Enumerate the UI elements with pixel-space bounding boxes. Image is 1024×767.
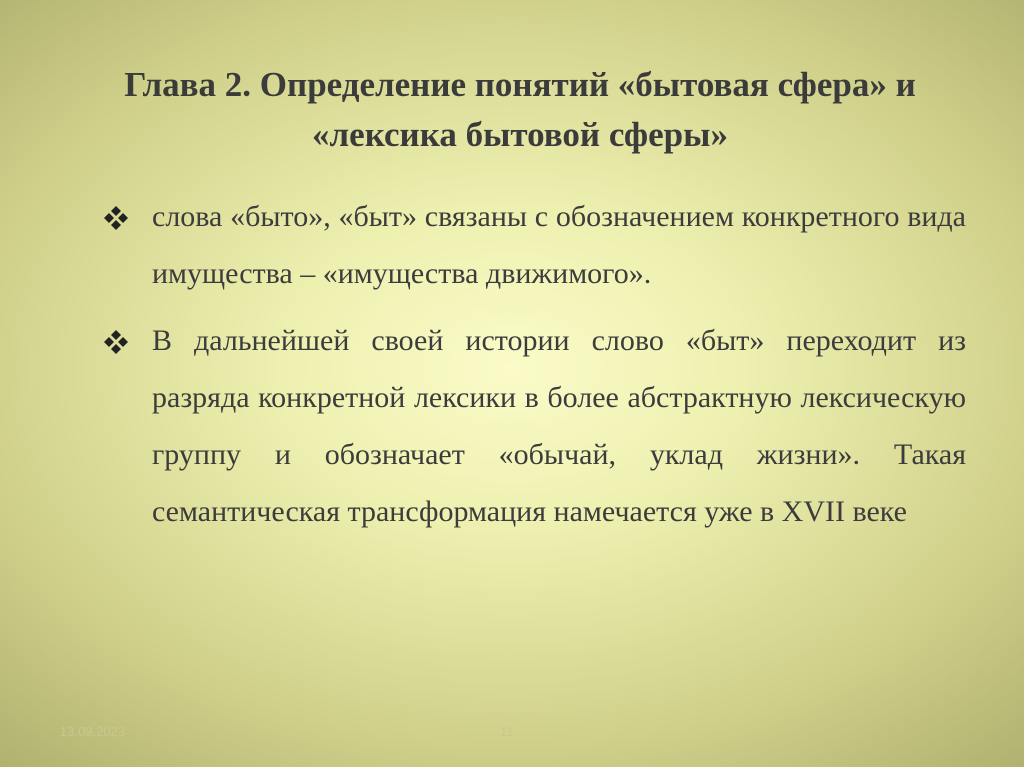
bullet-list — [100, 188, 966, 550]
diamond-cluster-icon — [102, 204, 130, 232]
bullet-item — [100, 312, 966, 540]
slide-title: Глава 2. Определение понятий «бытовая сфера» и «лексика бытовой сферы» — [124, 65, 916, 154]
diamond-cluster-icon — [102, 328, 130, 356]
footer-date: 13.09.2023 — [60, 724, 126, 739]
bullet-text: слова «быто», «быт» связаны с обозначением конкретного вида имущества – «имущества движимого». — [152, 200, 966, 290]
slide-number: 11 — [500, 724, 514, 739]
bullet-item — [100, 188, 966, 302]
bullet-text: В дальнейшей своей истории слово «быт» переходит из разряда конкретной лексики в более абстрактную лексическую группу и обозначает «обычай, уклад жизни». Такая семантическая трансформация намечается уже в XVII веке — [152, 324, 966, 528]
